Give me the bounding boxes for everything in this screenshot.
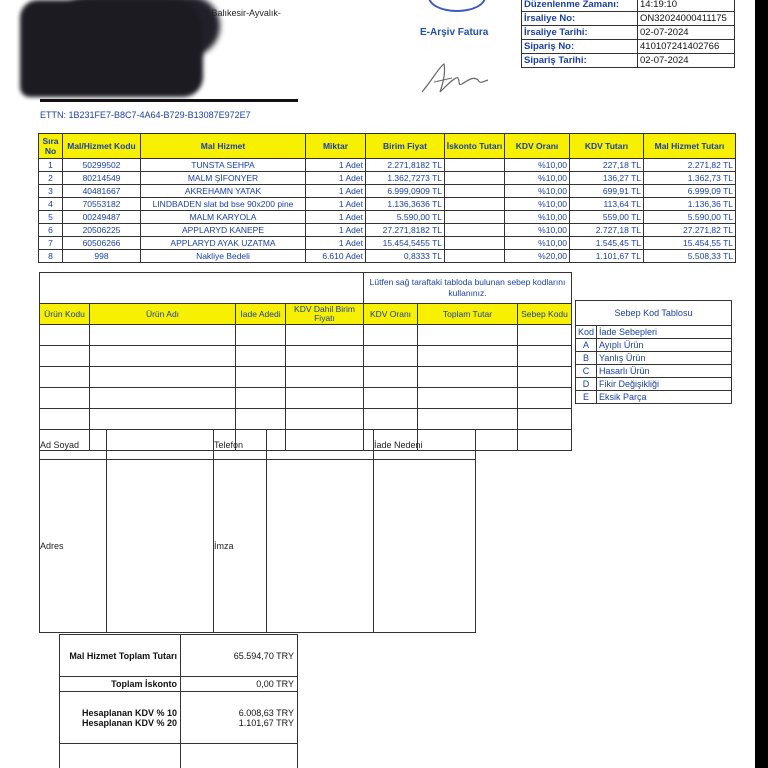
cell [518,346,572,367]
cell: 1 Adet [306,172,366,185]
cell: 5.590,00 TL [366,211,445,224]
cell: 1.136,36 TL [644,198,736,211]
cell [518,367,572,388]
cell [364,346,418,367]
table-row [40,346,572,367]
return-note: Lütfen sağ taraftaki tabloda bulunan sebep kodlarını kullanınız. [364,273,572,304]
reason-code: D [576,378,597,391]
cell [286,325,364,346]
cell: 7 [39,237,63,250]
cell [90,409,236,430]
cell [236,409,286,430]
phone-label: Telefon [214,430,267,460]
totals-row [60,635,298,677]
address-label: Adres [40,460,107,633]
reason-header-row [576,326,732,339]
cell: %10,00 [505,159,570,172]
cell: 227,18 TL [570,159,644,172]
cell [445,185,505,198]
reason-code: B [576,352,597,365]
cell: 1 Adet [306,211,366,224]
total-label: Hesaplanan KDV % 10 [81,707,177,718]
meta-value: ON32024000411175 [638,12,735,26]
document-type: E-Arşiv Fatura [420,27,489,38]
cell: APPLARYD AYAK UZATMA [141,237,306,250]
return-header-row [40,304,572,325]
customer-info-table [39,429,476,633]
cell [418,367,518,388]
info-row [40,460,476,633]
reason-row [576,339,732,352]
cell [364,409,418,430]
reason-row [576,378,732,391]
cell [90,346,236,367]
table-row [39,211,736,224]
cell: 6 [39,224,63,237]
cell: 1 Adet [306,185,366,198]
cell: %10,00 [505,172,570,185]
col-header: KDV Tutarı [570,134,644,159]
cell [90,388,236,409]
reason-row [576,391,732,404]
cell: 80214549 [63,172,141,185]
total-value: 0,00 TRY [181,677,298,692]
cell: MALM KARYOLA [141,211,306,224]
reason-text: Hasarlı Ürün [597,365,732,378]
total-value [181,744,298,768]
cell: 1.136,3636 TL [366,198,445,211]
reason-text: Yanlış Ürün [597,352,732,365]
cell [40,367,90,388]
cell: 2.271,8182 TL [366,159,445,172]
cell: LINDBADEN slat bd bse 90x200 pine [141,198,306,211]
meta-value: 410107241402766 [638,40,735,54]
items-header-row [39,134,736,159]
cell: 1 Adet [306,198,366,211]
cell [40,325,90,346]
cell: AKREHAMN YATAK [141,185,306,198]
cell [364,367,418,388]
signature-icon [418,58,492,98]
cell: 4 [39,198,63,211]
cell: 0,8333 TL [366,250,445,263]
table-row [40,367,572,388]
meta-value: 14:19:10 [638,0,735,12]
cell: 6.610 Adet [306,250,366,263]
cell [286,388,364,409]
total-label: Mal Hizmet Toplam Tutarı [60,635,181,677]
table-row [39,198,736,211]
reason-text: Ayıplı Ürün [597,339,732,352]
reason-title: Sebep Kod Tablosu [576,301,732,326]
meta-row [522,0,735,12]
cell [518,409,572,430]
cell [445,172,505,185]
cell: 699,91 TL [570,185,644,198]
col-header: İade Adedi [236,304,286,325]
name-field [107,430,214,460]
cell: %10,00 [505,224,570,237]
cell [286,409,364,430]
reason-title-row [576,301,732,326]
total-value: 1.101,67 TRY [238,717,294,728]
cell: 3 [39,185,63,198]
meta-label: İrsaliye No: [522,12,638,26]
total-label [60,744,181,768]
reason-text: Eksik Parça [597,391,732,404]
table-row [39,237,736,250]
cell [445,159,505,172]
cell: 136,27 TL [570,172,644,185]
totals-row [60,744,298,768]
table-row [39,224,736,237]
cell: TUNSTA SEHPA [141,159,306,172]
reason-code: C [576,365,597,378]
invoice-meta-table [521,0,735,68]
cell: 15.454,5455 TL [366,237,445,250]
cell [286,346,364,367]
cell: 1.362,73 TL [644,172,736,185]
cell [40,409,90,430]
signature-field [267,460,374,633]
name-label: Ad Soyad [40,430,107,460]
cell [445,211,505,224]
cell: 6.999,0909 TL [366,185,445,198]
cell [418,325,518,346]
redacted-seller-info [20,0,203,97]
cell [445,224,505,237]
cell [364,388,418,409]
gib-logo-icon [428,0,486,12]
cell [236,388,286,409]
col-header: Mal Hizmet [141,134,306,159]
total-value: 6.008,63 TRY [238,707,294,718]
kdv-labels [60,692,181,744]
cell [445,198,505,211]
signature-label: İmza [214,460,267,633]
cell: 1 Adet [306,237,366,250]
reason-row [576,365,732,378]
cell [90,325,236,346]
col-header: Ürün Adı [90,304,236,325]
reason-text: Fikir Değişikliği [597,378,732,391]
col-header: Mal/Hizmet Kodu [63,134,141,159]
col-header: Birim Fiyat [366,134,445,159]
cell [40,346,90,367]
total-label: Toplam İskonto [60,677,181,692]
cell [445,237,505,250]
table-row [39,159,736,172]
cell: APPLARYD KANEPE [141,224,306,237]
totals-table [59,634,298,768]
cell: 27.271,8182 TL [366,224,445,237]
cell: 2.727,18 TL [570,224,644,237]
cell: 8 [39,250,63,263]
col-header: Sebep Kodu [518,304,572,325]
cell: 1.101,67 TL [570,250,644,263]
total-label: Hesaplanan KDV % 20 [81,717,177,728]
meta-label: İrsaliye Tarihi: [522,26,638,40]
cell: 00249487 [63,211,141,224]
cell: MALM ŞİFONYER [141,172,306,185]
cell [518,430,572,451]
cell: 60506266 [63,237,141,250]
totals-row [60,692,298,744]
cell: 1.362,7273 TL [366,172,445,185]
reason-code: A [576,339,597,352]
ettn: ETTN: 1B231FE7-B8C7-4A64-B729-B13087E972E7 [40,110,251,120]
cell: 113,64 TL [570,198,644,211]
cell: 1 Adet [306,159,366,172]
cell: %10,00 [505,237,570,250]
cell: 70553182 [63,198,141,211]
cell: 50299502 [63,159,141,172]
meta-row [522,40,735,54]
meta-label: Sipariş Tarihi: [522,54,638,68]
table-row [39,172,736,185]
cell [236,367,286,388]
meta-label: Düzenlenme Zamanı: [522,0,638,12]
cell [418,346,518,367]
cell: 1 [39,159,63,172]
return-table [39,272,572,451]
reason-row [576,352,732,365]
total-value: 65.594,70 TRY [181,635,298,677]
cell [40,388,90,409]
col-header: KDV Oranı [364,304,418,325]
meta-row [522,12,735,26]
col-header: Toplam Tutar [418,304,518,325]
cell [518,388,572,409]
cell: 2 [39,172,63,185]
col-header: Sıra No [39,134,63,159]
cell: Nakliye Bedeli [141,250,306,263]
note-spacer [40,273,364,304]
return-reason-label: İade Nedeni [374,430,476,460]
totals-row [60,677,298,692]
cell [445,250,505,263]
cell: 20506225 [63,224,141,237]
cell: %20,00 [505,250,570,263]
col-header: KDV Dahil Birim Fiyatı [286,304,364,325]
meta-label: Sipariş No: [522,40,638,54]
cell: 15.454,55 TL [644,237,736,250]
cell: 5.590,00 TL [644,211,736,224]
cell: 559,00 TL [570,211,644,224]
meta-value: 02-07-2024 [638,54,735,68]
table-row [39,250,736,263]
phone-field [267,430,374,460]
cell: %10,00 [505,211,570,224]
col-header: Miktar [306,134,366,159]
cell [236,325,286,346]
cell [286,367,364,388]
items-table [38,133,736,263]
cell: 2.271,82 TL [644,159,736,172]
table-row [39,185,736,198]
cell: %10,00 [505,198,570,211]
col-header: İskonto Tutarı [445,134,505,159]
reason-code: E [576,391,597,404]
cell [90,367,236,388]
col-header: Ürün Kodu [40,304,90,325]
info-row [40,430,476,460]
cell [364,325,418,346]
kdv-values [181,692,298,744]
reason-col-header: İade Sebepleri [597,326,732,339]
cell: %10,00 [505,185,570,198]
cell: 998 [63,250,141,263]
cell: 1 Adet [306,224,366,237]
cell: 1.545,45 TL [570,237,644,250]
cell: 6.999,09 TL [644,185,736,198]
cell [418,388,518,409]
col-header: Mal Hizmet Tutarı [644,134,736,159]
reason-code-table [575,300,732,404]
header-underline [40,99,298,102]
col-header: KDV Oranı [505,134,570,159]
cell [236,346,286,367]
table-row [40,409,572,430]
table-row [40,325,572,346]
return-reason-field [374,460,476,633]
seller-address: 8 Balıkesir-Ayvalık- [204,8,281,18]
return-note-row [40,273,572,304]
cell [518,325,572,346]
cell: 5.508,33 TL [644,250,736,263]
reason-col-header: Kod [576,326,597,339]
meta-row [522,54,735,68]
meta-value: 02-07-2024 [638,26,735,40]
cell: 27.271,82 TL [644,224,736,237]
meta-row [522,26,735,40]
cell: 40481667 [63,185,141,198]
cell [418,409,518,430]
cell: 5 [39,211,63,224]
table-row [40,388,572,409]
address-field [107,460,214,633]
